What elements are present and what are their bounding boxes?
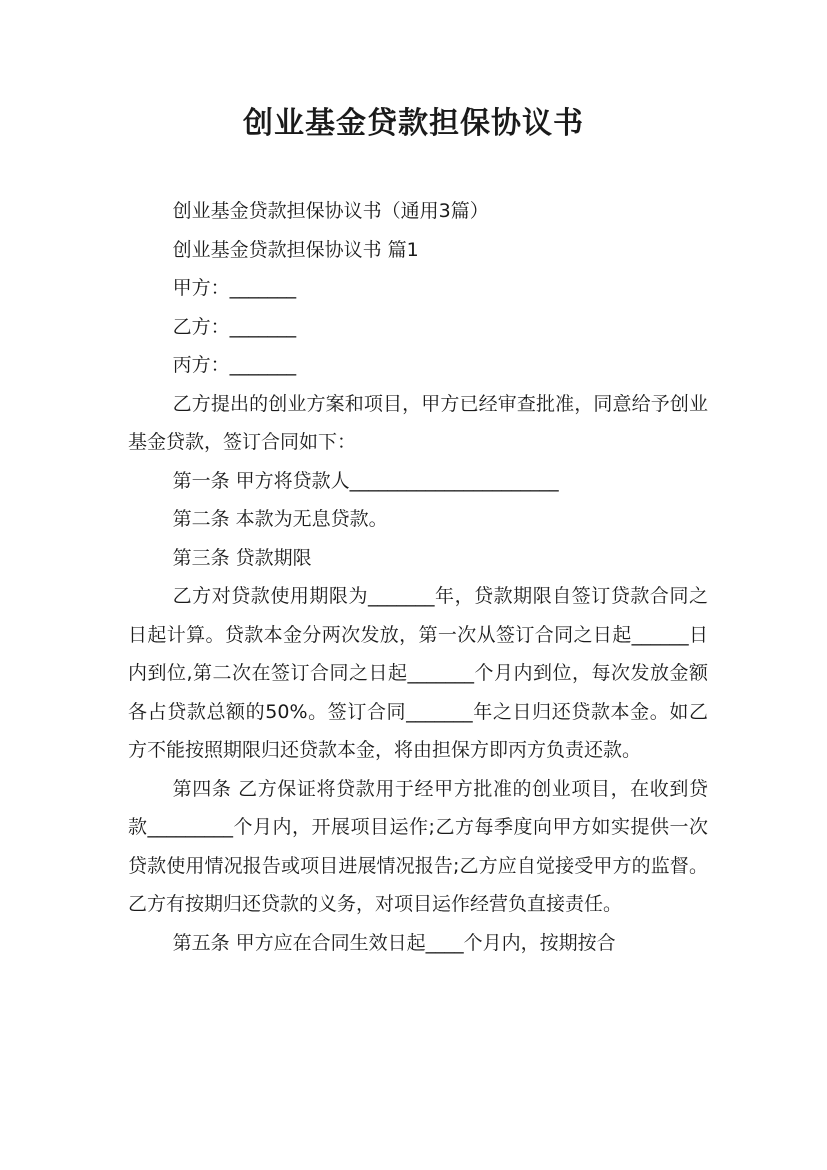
document-title: 创业基金贷款担保协议书 xyxy=(243,106,584,141)
paragraph-article-5: 第五条 甲方应在合同生效日起____个月内，按期按合 xyxy=(172,931,616,954)
paragraph-article-4: 第四条 乙方保证将贷款用于经甲方批准的创业项目，在收到贷款_________个月内，开展项目运作;乙方每季度向甲方如实提供一次贷款使用情况报告或项目进展情况报告;乙方应自觉接受甲方的监督。乙方有按期归还贷款的义务，对项目运作经营负直接责任。 xyxy=(128,777,708,915)
paragraph-article-3: 第三条 贷款期限 xyxy=(172,546,312,569)
paragraph-subtitle: 创业基金贷款担保协议书（通用3篇） xyxy=(172,200,489,222)
paragraph-article-1: 第一条 甲方将贷款人______________________ xyxy=(172,469,559,492)
paragraph-article-3-body: 乙方对贷款使用期限为_______年，贷款期限自签订贷款合同之日起计算。贷款本金分两次发放，第一次从签订合同之日起______日内到位,第二次在签订合同之日起_______个月内到位，每次发放金额各占贷款总额的50%。签订合同_______年之日归还贷款本金。如乙方不能按照期限归还贷款本金，将由担保方即丙方负责还款。 xyxy=(128,585,708,761)
paragraph-article-2: 第二条 本款为无息贷款。 xyxy=(172,508,388,530)
paragraph-party-b: 乙方：_______ xyxy=(172,315,297,338)
document-body xyxy=(128,192,708,962)
paragraph-party-c: 丙方：_______ xyxy=(172,354,297,376)
paragraph-party-a: 甲方：_______ xyxy=(172,277,297,299)
paragraph-intro: 乙方提出的创业方案和项目，甲方已经审查批准，同意给予创业基金贷款，签订合同如下： xyxy=(128,392,708,453)
paragraph-section-heading: 创业基金贷款担保协议书 篇1 xyxy=(172,238,419,261)
